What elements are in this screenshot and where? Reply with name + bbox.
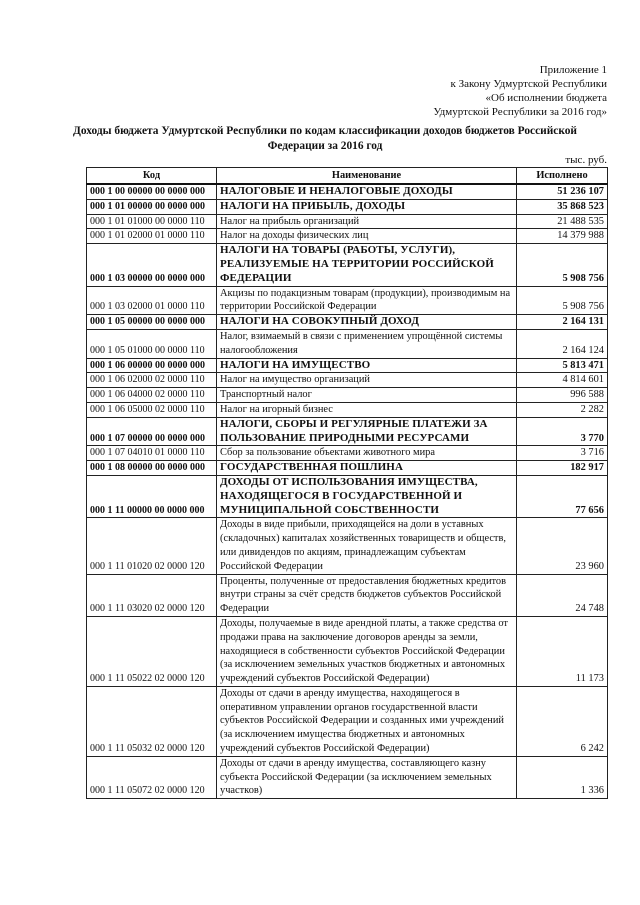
amount-cell: 11 173 xyxy=(517,616,608,686)
name-cell: Налог, взимаемый в связи с применением упрощённой системы налогообложения xyxy=(217,329,517,358)
header-amount: Исполнено xyxy=(517,168,608,185)
amount-cell: 14 379 988 xyxy=(517,229,608,244)
amount-cell: 996 588 xyxy=(517,388,608,403)
code-cell: 000 1 08 00000 00 0000 000 xyxy=(87,461,217,476)
appendix-line: Удмуртской Республики за 2016 год» xyxy=(433,106,607,118)
name-cell: Налог на прибыль организаций xyxy=(217,214,517,229)
name-cell: Налог на игорный бизнес xyxy=(217,402,517,417)
code-cell: 000 1 05 00000 00 0000 000 xyxy=(87,315,217,330)
name-cell: НАЛОГИ НА СОВОКУПНЫЙ ДОХОД xyxy=(217,315,517,330)
code-cell: 000 1 11 00000 00 0000 000 xyxy=(87,475,217,517)
table-header-row xyxy=(87,168,608,185)
table-row xyxy=(87,686,608,756)
code-cell: 000 1 03 02000 01 0000 110 xyxy=(87,286,217,315)
amount-cell: 77 656 xyxy=(517,475,608,517)
name-cell: ДОХОДЫ ОТ ИСПОЛЬЗОВАНИЯ ИМУЩЕСТВА, НАХОДЯЩЕГОСЯ В ГОСУДАРСТВЕННОЙ И МУНИЦИПАЛЬНОЙ СОБСТВЕННОСТИ xyxy=(217,475,517,517)
code-cell: 000 1 11 05022 02 0000 120 xyxy=(87,616,217,686)
amount-cell: 3 716 xyxy=(517,446,608,461)
code-cell: 000 1 07 00000 00 0000 000 xyxy=(87,417,217,446)
table-row xyxy=(87,184,608,199)
table-row xyxy=(87,616,608,686)
table-row xyxy=(87,388,608,403)
amount-cell: 6 242 xyxy=(517,686,608,756)
table-body xyxy=(87,184,608,799)
code-cell: 000 1 00 00000 00 0000 000 xyxy=(87,184,217,199)
code-cell: 000 1 06 05000 02 0000 110 xyxy=(87,402,217,417)
table-row xyxy=(87,574,608,616)
name-cell: Транспортный налог xyxy=(217,388,517,403)
unit-label: тыс. руб. xyxy=(565,154,607,166)
table-row xyxy=(87,417,608,446)
name-cell: Налог на имущество организаций xyxy=(217,373,517,388)
name-cell: НАЛОГОВЫЕ И НЕНАЛОГОВЫЕ ДОХОДЫ xyxy=(217,184,517,199)
amount-cell: 23 960 xyxy=(517,518,608,574)
amount-cell: 2 282 xyxy=(517,402,608,417)
code-cell: 000 1 11 05032 02 0000 120 xyxy=(87,686,217,756)
name-cell: НАЛОГИ, СБОРЫ И РЕГУЛЯРНЫЕ ПЛАТЕЖИ ЗА ПОЛЬЗОВАНИЕ ПРИРОДНЫМИ РЕСУРСАМИ xyxy=(217,417,517,446)
amount-cell: 21 488 535 xyxy=(517,214,608,229)
table-row xyxy=(87,286,608,315)
header-name: Наименование xyxy=(217,168,517,185)
appendix-note xyxy=(347,63,607,119)
table-row xyxy=(87,373,608,388)
code-cell: 000 1 06 04000 02 0000 110 xyxy=(87,388,217,403)
name-cell: НАЛОГИ НА ТОВАРЫ (РАБОТЫ, УСЛУГИ), РЕАЛИЗУЕМЫЕ НА ТЕРРИТОРИИ РОССИЙСКОЙ ФЕДЕРАЦИИ xyxy=(217,244,517,286)
name-cell: Доходы в виде прибыли, приходящейся на доли в уставных (складочных) капиталах хозяйственных товариществ и обществ, или дивидендов по акциям, принадлежащим субъектам Российской Федерации xyxy=(217,518,517,574)
table-row xyxy=(87,461,608,476)
appendix-line: к Закону Удмуртской Республики xyxy=(450,78,607,90)
table-row xyxy=(87,446,608,461)
code-cell: 000 1 11 01020 02 0000 120 xyxy=(87,518,217,574)
name-cell: Налог на доходы физических лиц xyxy=(217,229,517,244)
name-cell: Доходы, получаемые в виде арендной платы, а также средства от продажи права на заключение договоров аренды за земли, находящиеся в собственности субъектов Российской Федерации (за исключением земельных участков бюджетных и автономных учреждений субъектов Российской Федерации) xyxy=(217,616,517,686)
code-cell: 000 1 05 01000 00 0000 110 xyxy=(87,329,217,358)
code-cell: 000 1 06 00000 00 0000 000 xyxy=(87,358,217,373)
code-cell: 000 1 01 01000 00 0000 110 xyxy=(87,214,217,229)
header-code: Код xyxy=(87,168,217,185)
table-row xyxy=(87,518,608,574)
name-cell: Доходы от сдачи в аренду имущества, составляющего казну субъекта Российской Федерации (за исключением земельных участков) xyxy=(217,756,517,798)
code-cell: 000 1 11 05072 02 0000 120 xyxy=(87,756,217,798)
amount-cell: 3 770 xyxy=(517,417,608,446)
amount-cell: 24 748 xyxy=(517,574,608,616)
amount-cell: 35 868 523 xyxy=(517,199,608,214)
table-row xyxy=(87,244,608,286)
table-row xyxy=(87,475,608,517)
amount-cell: 1 336 xyxy=(517,756,608,798)
code-cell: 000 1 01 00000 00 0000 000 xyxy=(87,199,217,214)
name-cell: НАЛОГИ НА ИМУЩЕСТВО xyxy=(217,358,517,373)
table-row xyxy=(87,402,608,417)
amount-cell: 2 164 131 xyxy=(517,315,608,330)
name-cell: НАЛОГИ НА ПРИБЫЛЬ, ДОХОДЫ xyxy=(217,199,517,214)
amount-cell: 5 908 756 xyxy=(517,286,608,315)
table-row xyxy=(87,358,608,373)
amount-cell: 51 236 107 xyxy=(517,184,608,199)
revenue-table xyxy=(86,167,608,799)
name-cell: Проценты, полученные от предоставления бюджетных кредитов внутри страны за счёт средств бюджетов субъектов Российской Федерации xyxy=(217,574,517,616)
document-title: Доходы бюджета Удмуртской Республики по кодам классификации доходов бюджетов Российской Федерации за 2016 год xyxy=(73,125,577,152)
code-cell: 000 1 07 04010 01 0000 110 xyxy=(87,446,217,461)
amount-cell: 4 814 601 xyxy=(517,373,608,388)
name-cell: Акцизы по подакцизным товарам (продукции), производимым на территории Российской Федерации xyxy=(217,286,517,315)
amount-cell: 182 917 xyxy=(517,461,608,476)
amount-cell: 5 813 471 xyxy=(517,358,608,373)
name-cell: Доходы от сдачи в аренду имущества, находящегося в оперативном управлении органов государственной власти субъектов Российской Федерации и созданных ими учреждений (за исключением имущества бюджетных и автономных учреждений субъектов Российской Федерации) xyxy=(217,686,517,756)
code-cell: 000 1 01 02000 01 0000 110 xyxy=(87,229,217,244)
code-cell: 000 1 03 00000 00 0000 000 xyxy=(87,244,217,286)
amount-cell: 2 164 124 xyxy=(517,329,608,358)
code-cell: 000 1 06 02000 02 0000 110 xyxy=(87,373,217,388)
appendix-line: «Об исполнении бюджета xyxy=(485,92,607,104)
table-row xyxy=(87,214,608,229)
name-cell: Сбор за пользование объектами животного мира xyxy=(217,446,517,461)
table-row xyxy=(87,756,608,798)
table-row xyxy=(87,229,608,244)
name-cell: ГОСУДАРСТВЕННАЯ ПОШЛИНА xyxy=(217,461,517,476)
table-row xyxy=(87,315,608,330)
amount-cell: 5 908 756 xyxy=(517,244,608,286)
table-row xyxy=(87,329,608,358)
code-cell: 000 1 11 03020 02 0000 120 xyxy=(87,574,217,616)
appendix-line: Приложение 1 xyxy=(539,64,607,76)
table-row xyxy=(87,199,608,214)
